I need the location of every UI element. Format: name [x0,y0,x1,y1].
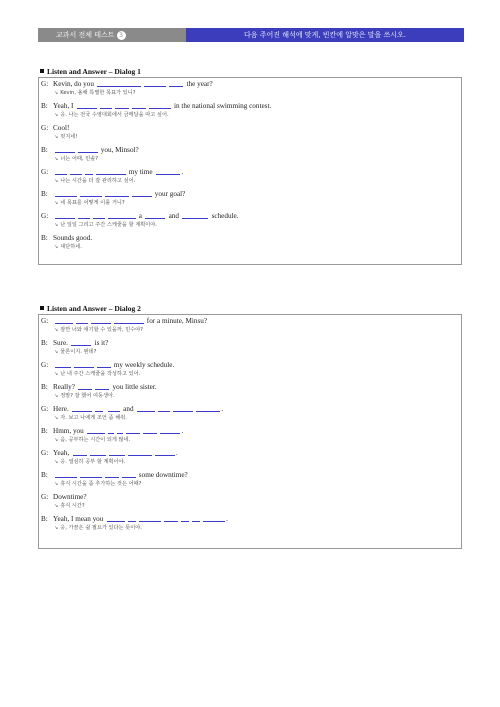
dialog-line [41,427,461,436]
sentence-text: . [176,449,178,457]
answer-blank[interactable] [93,213,105,219]
speaker-label: G: [41,80,49,88]
sentence-text: Yeah, I [53,102,76,110]
answer-blank[interactable] [128,516,136,522]
korean-translation [41,458,461,466]
answer-blank[interactable] [137,406,155,412]
speaker-label: G: [41,493,49,501]
dialog1-box [38,77,462,265]
dialog1-title-text: Listen and Answer – Dialog 1 [47,67,141,76]
dialog-line [41,102,461,111]
speaker-label: B: [41,339,48,347]
header-test-label [38,28,186,42]
sentence-text: Yeah, [53,449,72,457]
sentence-text: Here. [53,405,71,413]
answer-blank[interactable] [91,318,111,324]
header-test-label-text: 교과서 전체 테스트 [56,31,115,39]
answer-blank[interactable] [96,169,126,175]
dialog2-title [40,304,141,313]
sentence-text: the year? [184,80,213,88]
sentence-text: Sure. [53,339,70,347]
korean-translation-text: 나는 시간을 더 잘 관리하고 싶어. [60,178,136,184]
answer-blank[interactable] [90,450,106,456]
answer-blank[interactable] [77,103,97,109]
answer-blank[interactable] [108,428,114,434]
answer-blank[interactable] [203,516,225,522]
korean-translation [41,111,461,119]
translation-arrow-icon: ↘ [54,371,59,377]
dialog-line [41,449,461,458]
bullet-square-icon [40,69,44,73]
answer-blank[interactable] [105,191,129,197]
answer-blank[interactable] [80,191,102,197]
dialog-sentence [48,190,185,199]
sentence-text: your goal? [153,190,186,198]
translation-arrow-icon: ↘ [54,178,59,184]
answer-blank[interactable] [78,147,98,153]
answer-blank[interactable] [173,406,193,412]
sentence-text: . [181,168,184,176]
answer-blank[interactable] [128,450,152,456]
answer-blank[interactable] [95,406,103,412]
answer-blank[interactable] [155,450,175,456]
answer-blank[interactable] [182,213,208,219]
answer-blank[interactable] [97,362,111,368]
sentence-text: Really? [53,383,77,391]
dialog-sentence [48,449,178,458]
dialog-sentence [48,80,213,89]
answer-blank[interactable] [87,428,105,434]
korean-translation [41,480,461,488]
speaker-label: G: [41,124,49,132]
header-instruction: 다음 주어진 해석에 맞게, 빈칸에 알맞은 말을 쓰시오. [186,28,464,42]
answer-blank[interactable] [78,384,92,390]
answer-blank[interactable] [114,318,144,324]
sentence-text: is it? [92,339,109,347]
korean-translation [41,133,461,141]
dialog-sentence [48,339,108,348]
speaker-label: B: [41,190,48,198]
sentence-text: schedule. [209,212,239,220]
korean-translation-text: 네 목표를 어떻게 이룰 거니? [60,200,125,206]
answer-blank[interactable] [108,213,136,219]
answer-blank[interactable] [107,516,125,522]
korean-translation-text: 멋지네! [60,134,78,140]
answer-blank[interactable] [169,81,183,87]
answer-blank[interactable] [73,450,87,456]
translation-arrow-icon: ↘ [54,200,59,206]
dialog-sentence [48,471,188,480]
dialog-line [41,471,461,480]
korean-translation-text: 난 내 주간 스케줄을 작성하고 있어. [60,371,141,377]
answer-blank[interactable] [70,169,82,175]
answer-blank[interactable] [160,428,180,434]
sentence-text: . [226,515,228,523]
answer-blank[interactable] [122,472,136,478]
korean-translation [41,89,461,97]
dialog-line [41,190,461,199]
header-test-number: 3 [117,31,126,40]
answer-blank[interactable] [143,428,157,434]
answer-blank[interactable] [78,213,90,219]
speaker-label: G: [41,168,49,176]
korean-translation-text: 너는 어때, 민솔? [60,156,98,162]
answer-blank[interactable] [196,406,220,412]
answer-blank[interactable] [105,472,119,478]
sentence-text [105,405,107,413]
translation-arrow-icon: ↘ [54,244,59,250]
speaker-label: B: [41,471,48,479]
answer-blank[interactable] [117,428,123,434]
korean-translation-text: 음, 공부하는 시간이 되게 많네. [60,437,131,443]
dialog-sentence [48,317,207,326]
answer-blank[interactable] [181,516,189,522]
answer-blank[interactable] [192,516,200,522]
korean-translation [41,414,461,422]
answer-blank[interactable] [145,213,165,219]
korean-translation [41,199,461,207]
korean-translation-text: 응. 나는 전국 수영대회에서 금메달을 따고 싶어. [60,112,169,118]
bullet-square-icon [40,306,44,310]
dialog-sentence [48,168,183,177]
answer-blank[interactable] [144,81,166,87]
translation-arrow-icon: ↘ [54,90,59,96]
answer-blank[interactable] [71,340,91,346]
speaker-label: B: [41,102,48,110]
translation-arrow-icon: ↘ [54,349,59,355]
dialog-sentence [48,383,157,392]
answer-blank[interactable] [55,191,77,197]
speaker-label: B: [41,427,48,435]
korean-translation [41,436,461,444]
sentence-text: my time [127,168,155,176]
korean-translation-text: 난 일일 그리고 주간 스케줄을 할 계획이야. [60,222,157,228]
answer-blank[interactable] [74,362,94,368]
korean-translation [41,177,461,185]
answer-blank[interactable] [55,472,77,478]
korean-translation-text: 자. 보고 나에게 조언 좀 해줘. [60,415,127,421]
sentence-text: you little sister. [110,383,157,391]
answer-blank[interactable] [55,318,73,324]
answer-blank[interactable] [55,213,75,219]
sentence-text: Hmm, you [53,427,86,435]
dialog2-box [38,314,462,549]
korean-translation-text: 물론이지. 뭔데? [60,349,97,355]
dialog-line [41,383,461,392]
answer-blank[interactable] [80,472,102,478]
sentence-text: for a minute, Minsu? [145,317,208,325]
dialog-sentence [48,493,87,502]
answer-blank[interactable] [115,103,129,109]
translation-arrow-icon: ↘ [54,156,59,162]
translation-arrow-icon: ↘ [54,222,59,228]
speaker-label: G: [41,405,49,413]
translation-arrow-icon: ↘ [54,327,59,333]
dialog-sentence [48,361,174,370]
answer-blank[interactable] [85,169,93,175]
dialog1-title [40,67,141,76]
korean-translation [41,348,461,356]
dialog-sentence [48,146,139,155]
dialog-sentence [48,102,271,111]
answer-blank[interactable] [158,406,170,412]
answer-blank[interactable] [126,428,140,434]
answer-blank[interactable] [132,103,146,109]
translation-arrow-icon: ↘ [54,503,59,509]
answer-blank[interactable] [97,81,141,87]
sentence-text: Kevin, do you [53,80,96,88]
dialog-line [41,361,461,370]
korean-translation [41,221,461,229]
answer-blank[interactable] [55,362,71,368]
sentence-text: Sounds good. [53,234,93,242]
speaker-label: G: [41,361,49,369]
sentence-text: Yeah, I mean you [53,515,106,523]
dialog-line [41,168,461,177]
dialog-line [41,234,461,243]
korean-translation-text: 잠깐 너와 얘기할 수 있을까, 민수야? [60,327,144,333]
speaker-label: G: [41,449,49,457]
korean-translation-text: 휴식 시간을 좀 추가하는 것은 어때? [60,481,142,487]
dialog-sentence [48,234,92,243]
translation-arrow-icon: ↘ [54,112,59,118]
translation-arrow-icon: ↘ [54,134,59,140]
answer-blank[interactable] [72,406,92,412]
sentence-text: . [181,427,184,435]
answer-blank[interactable] [149,103,171,109]
sentence-text: my weekly schedule. [112,361,175,369]
answer-blank[interactable] [108,406,120,412]
korean-translation [41,524,461,532]
speaker-label: G: [41,317,49,325]
dialog-sentence [48,515,228,524]
dialog-sentence [48,405,223,414]
answer-blank[interactable] [95,384,109,390]
dialog-line [41,124,461,133]
dialog-line [41,80,461,89]
speaker-label: B: [41,383,48,391]
answer-blank[interactable] [55,147,75,153]
answer-blank[interactable] [139,516,161,522]
sentence-text: Downtime? [53,493,87,501]
dialog2-title-text: Listen and Answer – Dialog 2 [47,304,141,313]
translation-arrow-icon: ↘ [54,481,59,487]
translation-arrow-icon: ↘ [54,525,59,531]
sentence-text: a [137,212,144,220]
korean-translation-text: 휴식 시간? [60,503,85,509]
answer-blank[interactable] [109,450,125,456]
sentence-text: and [121,405,136,413]
dialog-line [41,493,461,502]
dialog-line [41,212,461,221]
korean-translation [41,155,461,163]
answer-blank[interactable] [132,191,152,197]
sentence-text: and [166,212,181,220]
test-header-bar [38,28,464,42]
speaker-label: G: [41,212,49,220]
answer-blank[interactable] [156,169,180,175]
speaker-label: B: [41,515,48,523]
translation-arrow-icon: ↘ [54,437,59,443]
korean-translation [41,243,461,251]
answer-blank[interactable] [164,516,178,522]
korean-translation-text: 정말? 잘 했어 여동생아. [60,393,115,399]
korean-translation [41,392,461,400]
korean-translation [41,370,461,378]
korean-translation-text: Kevin, 올해 특별한 목표가 있니? [60,90,136,96]
sentence-text: some downtime? [137,471,188,479]
dialog-line [41,405,461,414]
sentence-text: in the national swimming contest. [172,102,272,110]
translation-arrow-icon: ↘ [54,393,59,399]
korean-translation [41,326,461,334]
dialog-line [41,339,461,348]
dialog-sentence [48,427,183,436]
dialog-sentence [48,124,69,133]
answer-blank[interactable] [100,103,112,109]
korean-translation-text: 대단하네. [60,244,82,250]
translation-arrow-icon: ↘ [54,459,59,465]
korean-translation [41,502,461,510]
sentence-text: you, Minsol? [99,146,139,154]
korean-translation-text: 응, 가끔은 쉴 필요가 있다는 뜻이야. [60,525,142,531]
dialog-sentence [48,212,239,221]
answer-blank[interactable] [76,318,88,324]
translation-arrow-icon: ↘ [54,415,59,421]
answer-blank[interactable] [55,169,67,175]
speaker-label: B: [41,234,48,242]
dialog-line [41,146,461,155]
sentence-text: Cool! [53,124,70,132]
dialog-line [41,317,461,326]
speaker-label: B: [41,146,48,154]
dialog-line [41,515,461,524]
korean-translation-text: 응. 열심히 공부 할 계획이야. [60,459,126,465]
sentence-text: . [221,405,224,413]
